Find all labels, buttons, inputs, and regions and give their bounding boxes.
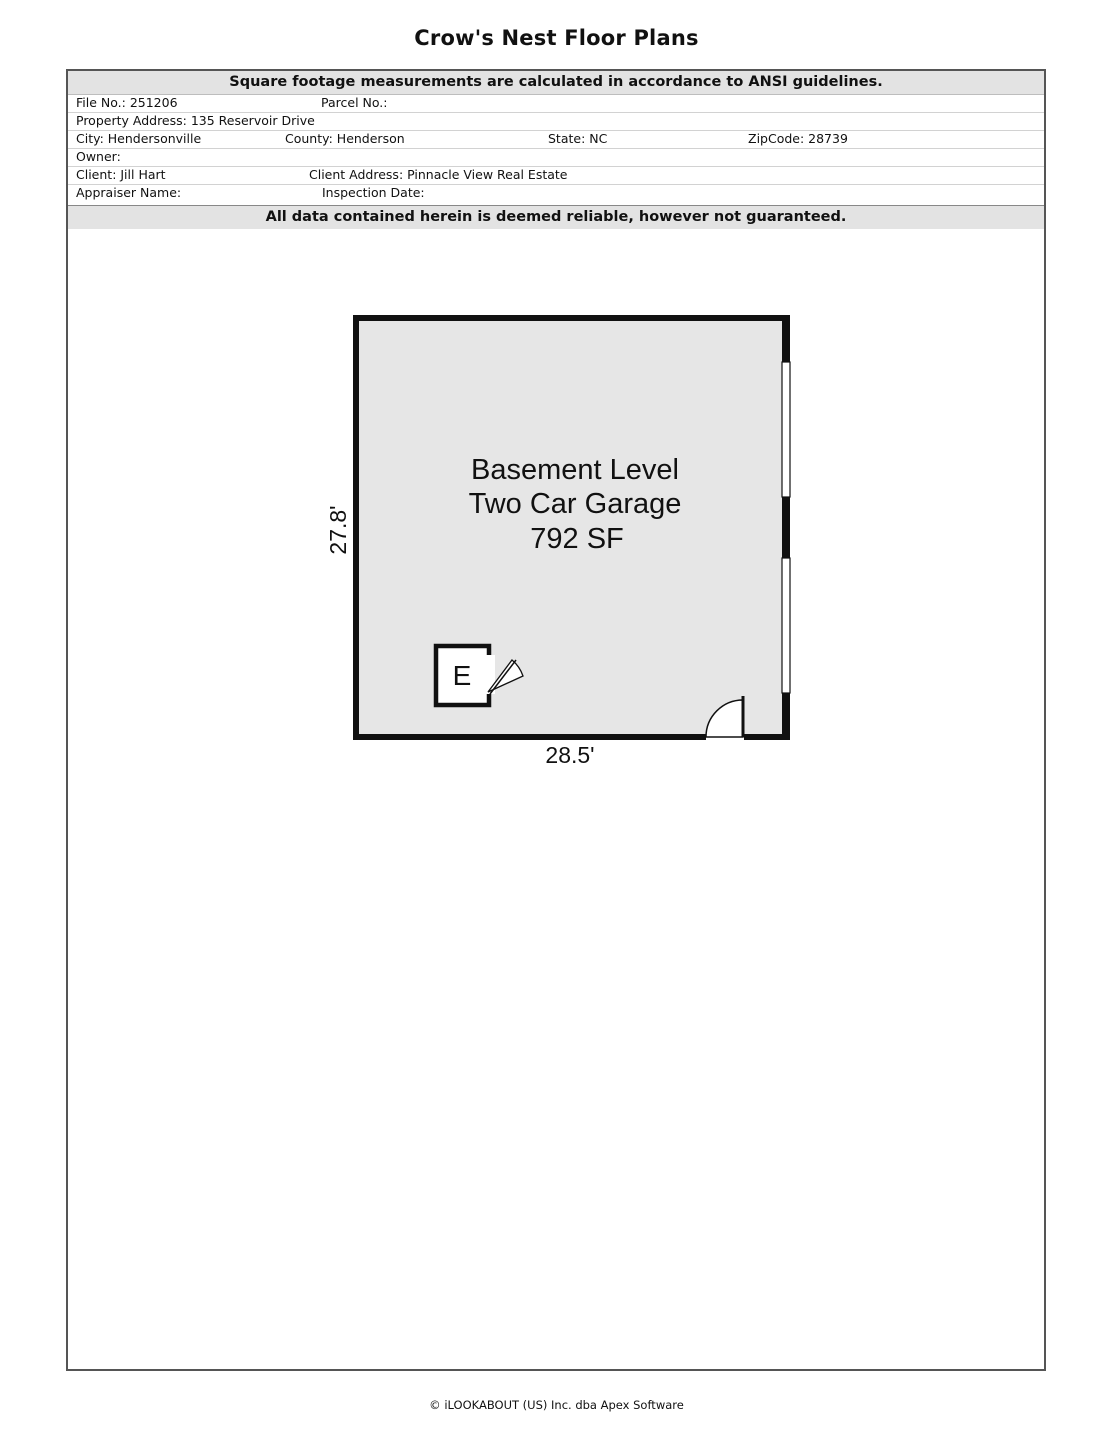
- width-dimension: 28.5': [545, 742, 595, 768]
- property-address: Property Address: 135 Reservoir Drive: [76, 113, 315, 128]
- garage-door-2: [782, 558, 790, 693]
- wall-top: [353, 315, 790, 321]
- parcel-no: Parcel No.:: [321, 95, 388, 110]
- client: Client: Jill Hart: [76, 167, 166, 182]
- state: State: NC: [548, 131, 608, 146]
- room-name-line2: Two Car Garage: [468, 488, 682, 520]
- wall-bottom-left: [353, 734, 706, 740]
- wall-right-lower: [782, 693, 790, 740]
- file-no: File No.: 251206: [76, 95, 178, 110]
- room-name-line1: Basement Level: [471, 454, 679, 486]
- garage-door-1: [782, 362, 790, 497]
- height-dimension: 27.8': [325, 505, 351, 555]
- owner: Owner:: [76, 149, 121, 164]
- page-title: Crow's Nest Floor Plans: [414, 26, 699, 50]
- zipcode: ZipCode: 28739: [748, 131, 848, 146]
- disclaimer-banner: All data contained herein is deemed reliable, however not guaranteed.: [68, 205, 1044, 229]
- city: City: Hendersonville: [76, 131, 202, 146]
- wall-right-middle: [782, 497, 790, 558]
- ansi-note-banner: Square footage measurements are calculated in accordance to ANSI guidelines.: [68, 71, 1044, 95]
- footer-copyright: © iLOOKABOUT (US) Inc. dba Apex Software: [429, 1398, 684, 1412]
- client-address: Client Address: Pinnacle View Real Estate: [309, 167, 568, 182]
- closet-label: E: [452, 660, 472, 691]
- county: County: Henderson: [285, 131, 405, 146]
- inspection-date: Inspection Date:: [322, 185, 425, 200]
- wall-right-upper: [782, 315, 790, 362]
- room-area: 792 SF: [530, 523, 624, 555]
- wall-left: [353, 315, 359, 740]
- appraiser-name: Appraiser Name:: [76, 185, 182, 200]
